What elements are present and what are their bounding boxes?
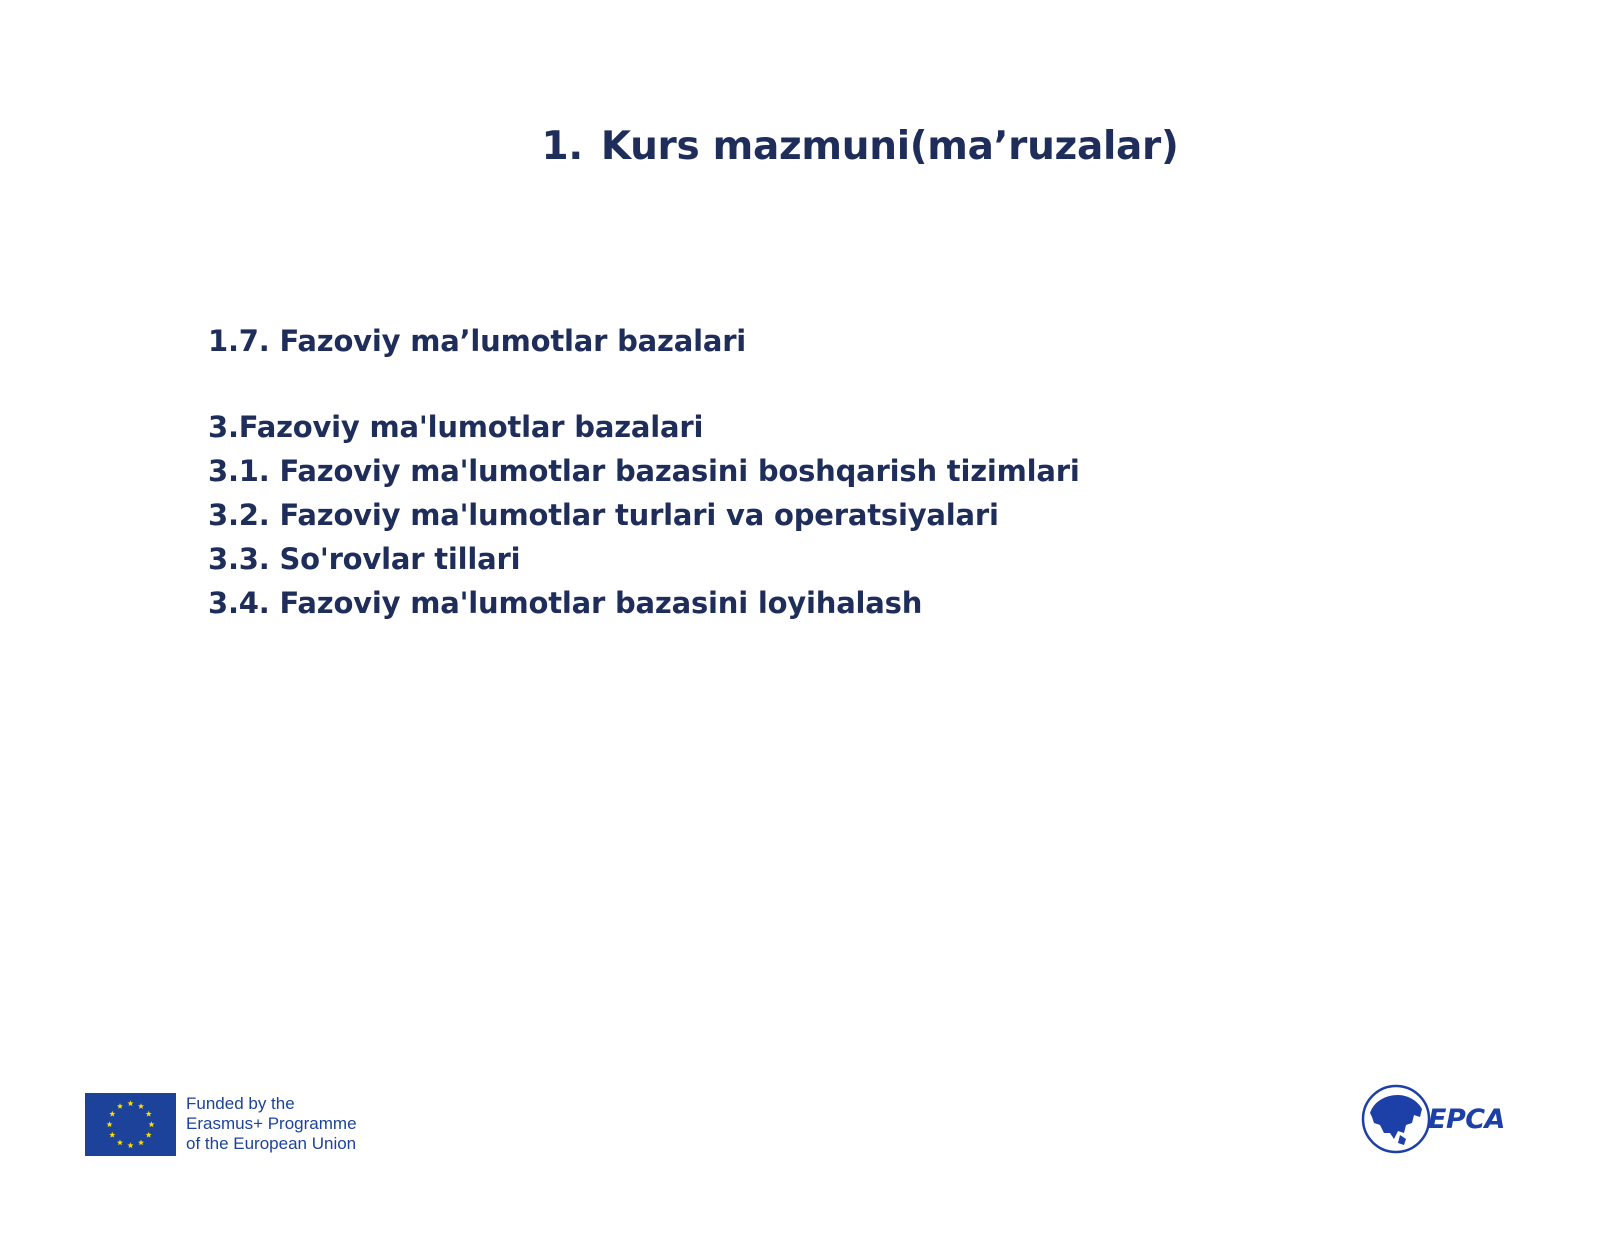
epca-logo: [1360, 1083, 1505, 1155]
erasmus-funding-badge: [85, 1092, 357, 1156]
slide-title-number: 1.: [541, 124, 583, 169]
list-item: 3.3. So'rovlar tillari: [208, 542, 521, 576]
epca-logo-text: EPCA: [1428, 1103, 1505, 1135]
main-topic-list: [208, 405, 1080, 625]
list-item: 3.2. Fazoviy ma'lumotlar turlari va operatsiyalari: [208, 498, 999, 532]
slide-title-text: Kurs mazmuni(ma’ruzalar): [600, 124, 1179, 169]
list-item: 1.7. Fazoviy ma’lumotlar bazalari: [208, 324, 747, 358]
slide-title: [0, 124, 1600, 169]
funded-line: Funded by the: [186, 1094, 295, 1113]
globe-icon: [1360, 1083, 1432, 1155]
list-item: 3.Fazoviy ma'lumotlar bazalari: [208, 410, 704, 444]
list-item: 3.1. Fazoviy ma'lumotlar bazasini boshqarish tizimlari: [208, 454, 1080, 488]
funded-text: [186, 1094, 357, 1154]
funded-line: Erasmus+ Programme: [186, 1114, 357, 1133]
intro-topic-list: [208, 319, 746, 363]
funded-line: of the European Union: [186, 1134, 357, 1153]
eu-flag-icon: [85, 1093, 176, 1156]
list-item: 3.4. Fazoviy ma'lumotlar bazasini loyihalash: [208, 586, 923, 620]
